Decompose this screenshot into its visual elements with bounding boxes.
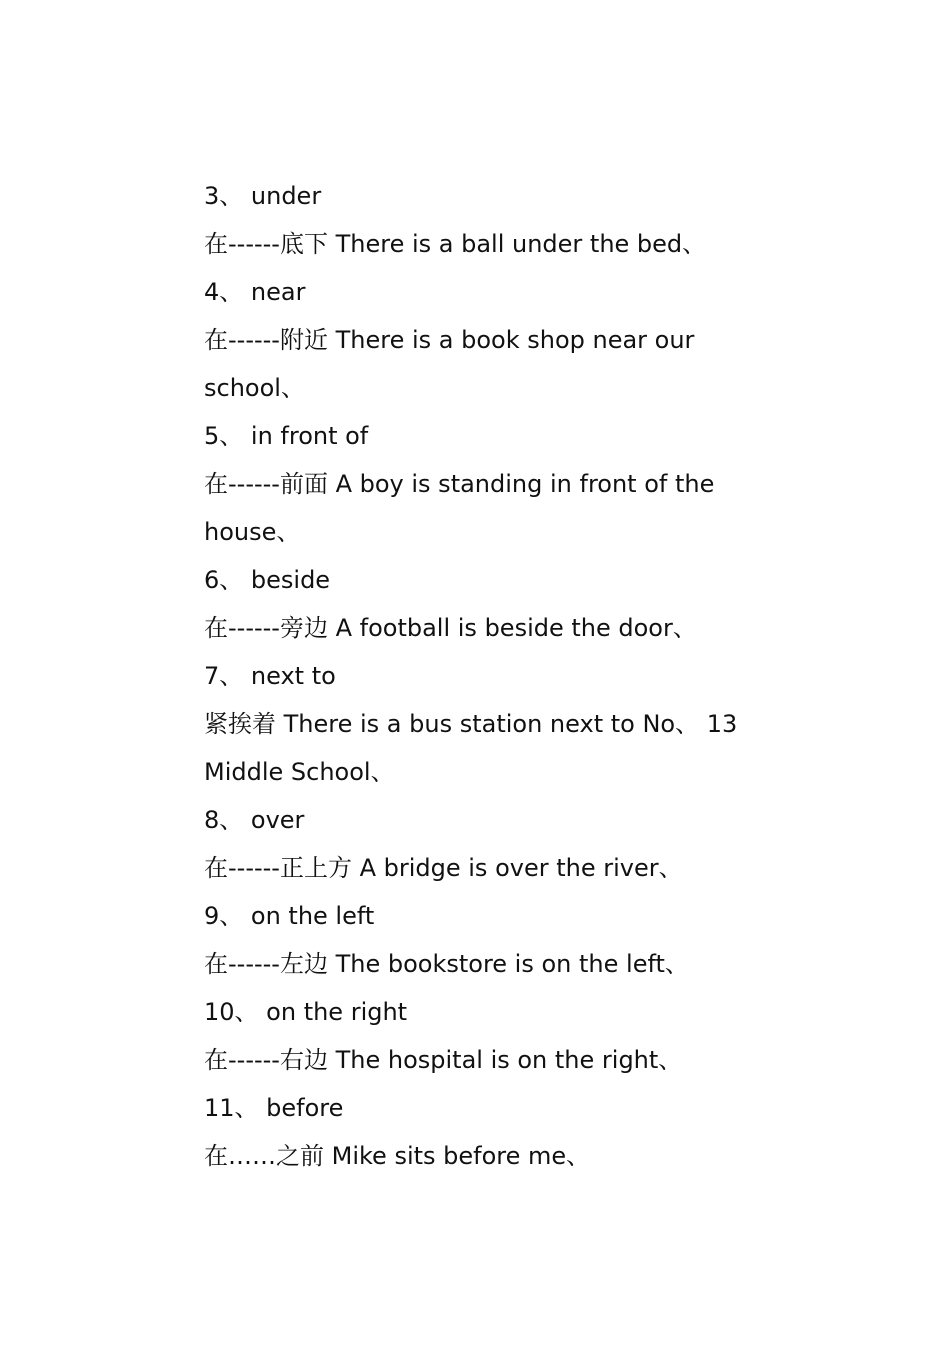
item-11-example: 在……之前 Mike sits before me、 [204, 1142, 591, 1170]
item-5-example-cont: house、 [204, 518, 301, 546]
item-10-heading: 10、 on the right [204, 998, 408, 1026]
item-6-example: 在------旁边 A football is beside the door、 [204, 614, 697, 642]
item-7-example: 紧挨着 There is a bus station next to No、 13 [204, 710, 738, 738]
item-5-heading: 5、 in front of [204, 422, 369, 450]
item-7-example-cont: Middle School、 [204, 758, 395, 786]
item-3-example: 在------底下 There is a ball under the bed、 [204, 230, 707, 258]
item-10-example: 在------右边 The hospital is on the right、 [204, 1046, 683, 1074]
item-11-heading: 11、 before [204, 1094, 344, 1122]
item-7-heading: 7、 next to [204, 662, 336, 690]
item-5-example: 在------前面 A boy is standing in front of the [204, 470, 715, 498]
item-6-heading: 6、 beside [204, 566, 331, 594]
item-4-heading: 4、 near [204, 278, 306, 306]
item-4-example: 在------附近 There is a book shop near our [204, 326, 695, 354]
document-page [204, 172, 764, 1180]
item-8-heading: 8、 over [204, 806, 305, 834]
item-3-heading: 3、 under [204, 182, 322, 210]
item-4-example-cont: school、 [204, 374, 305, 402]
item-8-example: 在------正上方 A bridge is over the river、 [204, 854, 683, 882]
item-9-heading: 9、 on the left [204, 902, 375, 930]
item-9-example: 在------左边 The bookstore is on the left、 [204, 950, 689, 978]
